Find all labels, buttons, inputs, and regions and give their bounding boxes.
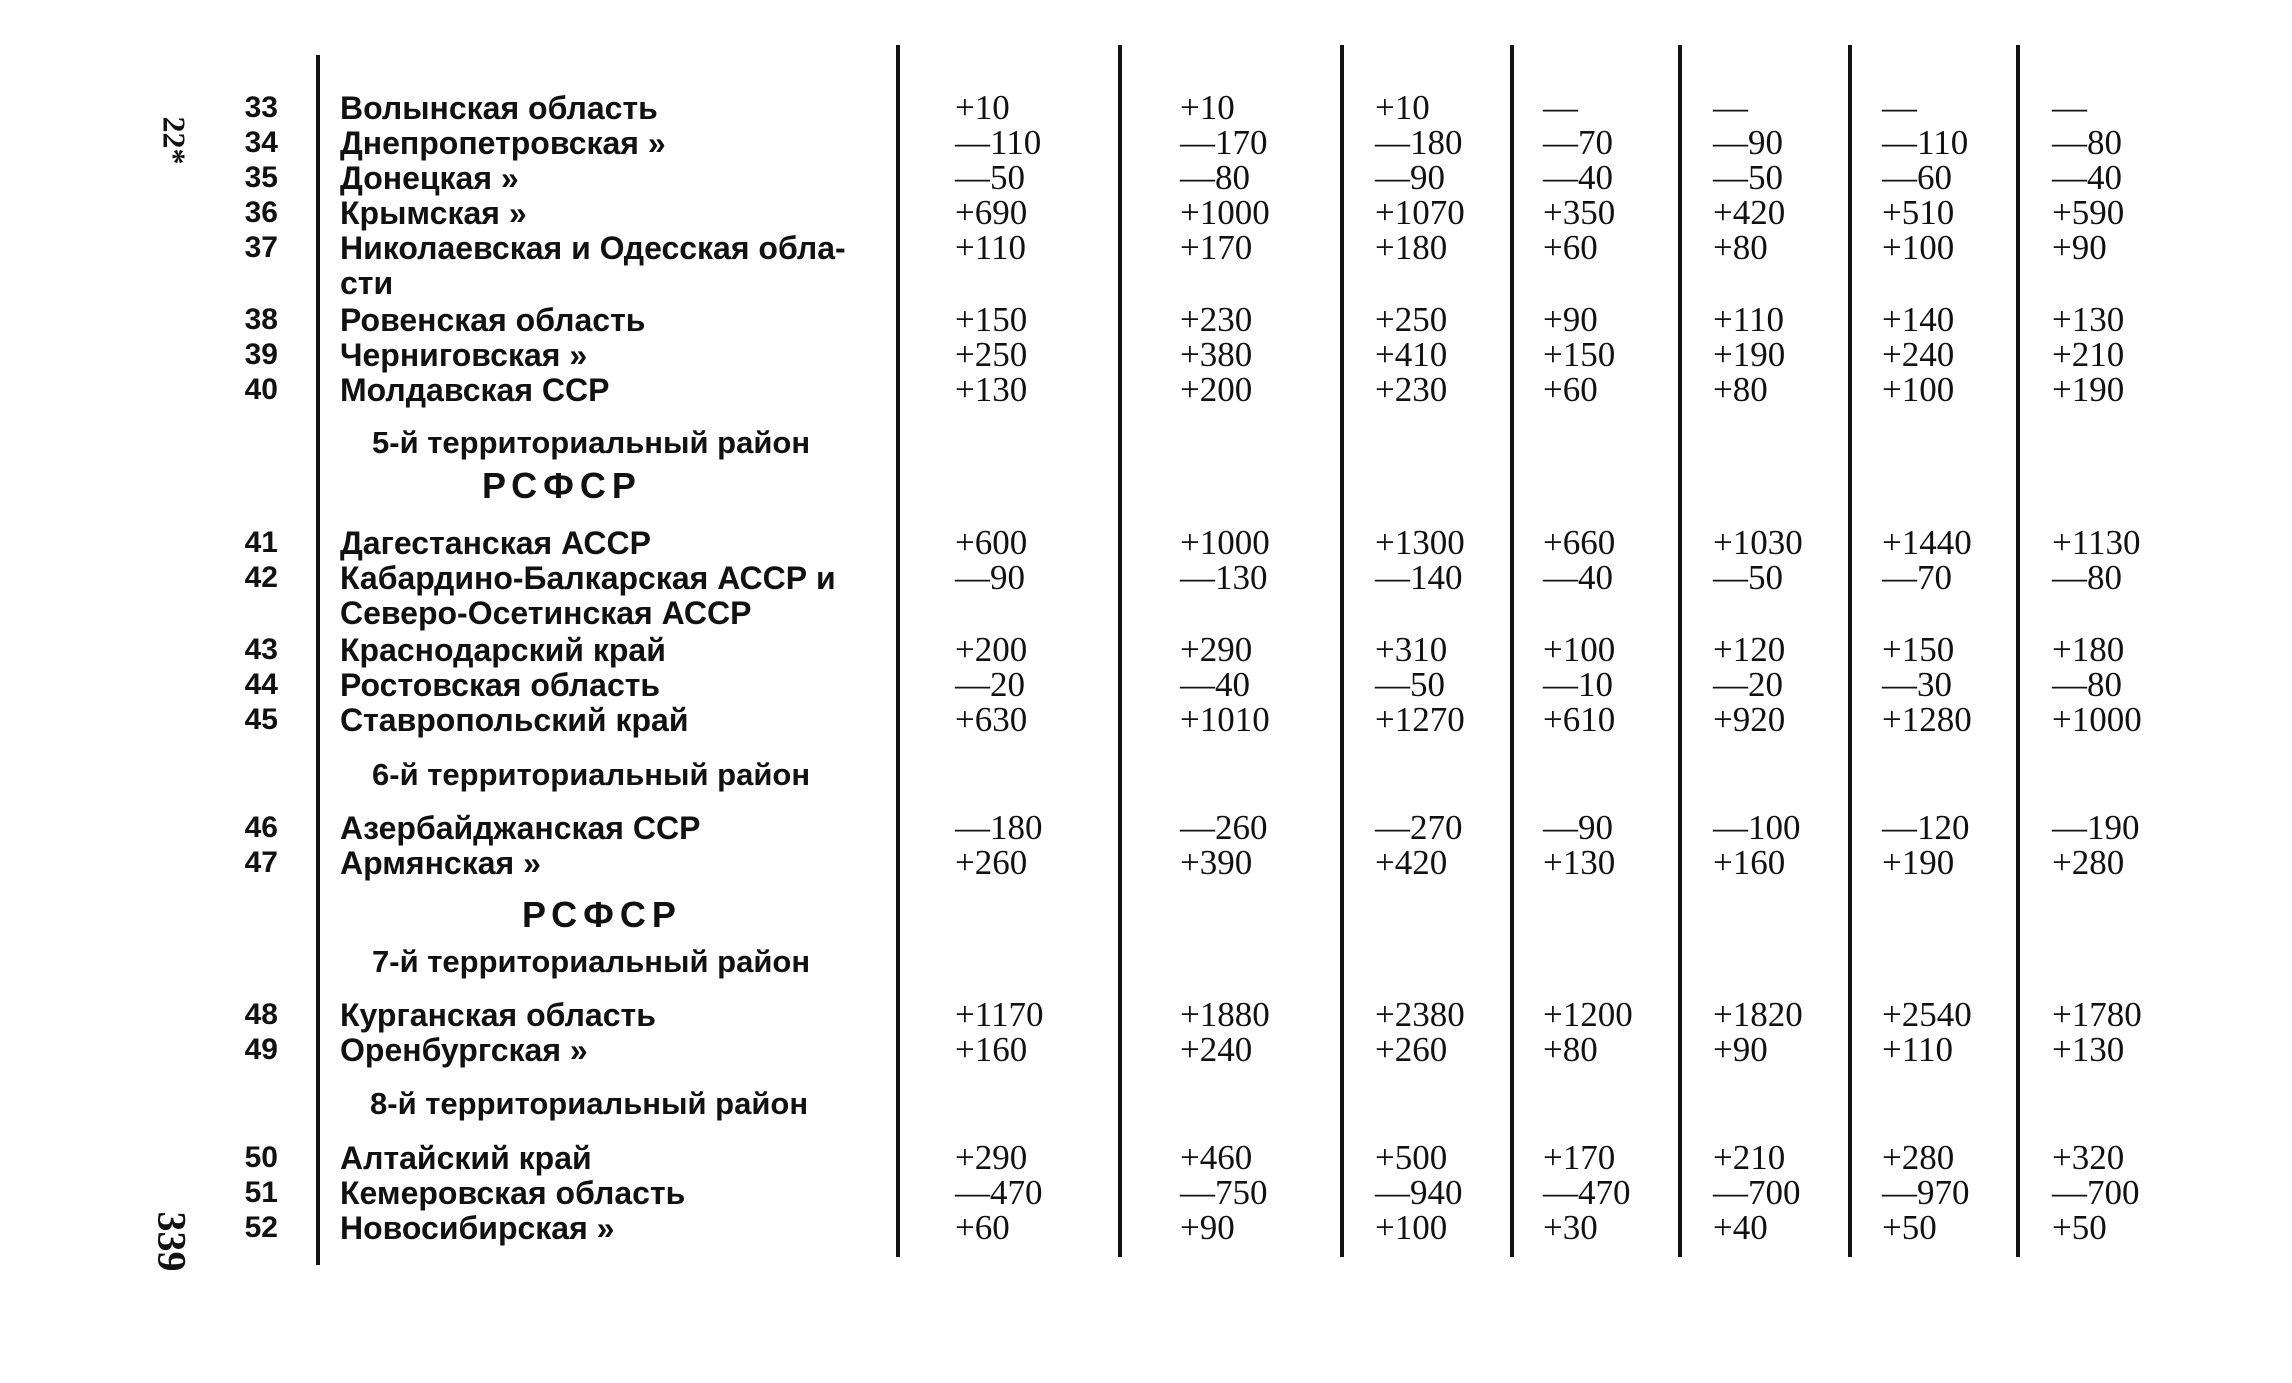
row-number: 52 xyxy=(244,1211,278,1244)
value-cell: +140 xyxy=(1882,300,1955,339)
value-cell: +90 xyxy=(2052,228,2107,267)
value-cell: +920 xyxy=(1713,700,1786,739)
value-cell: +230 xyxy=(1180,300,1253,339)
value-cell: +290 xyxy=(955,1138,1028,1177)
table-row xyxy=(0,1210,2292,1246)
value-cell: — xyxy=(1882,88,1917,127)
row-number: 35 xyxy=(244,161,278,194)
table-row-continuation xyxy=(0,265,2292,301)
region-name: Оренбургская » xyxy=(340,1032,588,1068)
value-cell: +1000 xyxy=(2052,700,2142,739)
value-cell: —750 xyxy=(1180,1173,1268,1212)
value-cell: —40 xyxy=(2052,158,2122,197)
value-cell: —80 xyxy=(2052,558,2122,597)
value-cell: +1000 xyxy=(1180,193,1270,232)
value-cell: +190 xyxy=(1882,843,1955,882)
value-cell: +420 xyxy=(1713,193,1786,232)
value-cell: +100 xyxy=(1882,370,1955,409)
value-cell: +190 xyxy=(2052,370,2125,409)
value-cell: +380 xyxy=(1180,335,1253,374)
row-number: 43 xyxy=(244,633,278,666)
value-cell: —50 xyxy=(1713,158,1783,197)
signature-mark: 22* xyxy=(156,116,193,165)
region-name: Азербайджанская ССР xyxy=(340,810,701,846)
table-row xyxy=(0,810,2292,846)
value-cell: +110 xyxy=(955,228,1026,267)
row-number: 50 xyxy=(244,1141,278,1174)
value-cell: +150 xyxy=(1543,335,1616,374)
value-cell: —140 xyxy=(1375,558,1463,597)
row-number: 42 xyxy=(244,561,278,594)
value-cell: —20 xyxy=(1713,665,1783,704)
value-cell: +690 xyxy=(955,193,1028,232)
value-cell: +130 xyxy=(1543,843,1616,882)
value-cell: +10 xyxy=(955,88,1010,127)
value-cell: —90 xyxy=(1713,123,1783,162)
value-cell: +190 xyxy=(1713,335,1786,374)
row-number: 40 xyxy=(244,373,278,406)
region-name: Курганская область xyxy=(340,997,656,1033)
value-cell: +2540 xyxy=(1882,995,1972,1034)
value-cell: +110 xyxy=(1882,1030,1953,1069)
value-cell: +1300 xyxy=(1375,523,1465,562)
value-cell: +100 xyxy=(1543,630,1616,669)
region-name: Молдавская ССР xyxy=(340,372,610,408)
row-number: 51 xyxy=(244,1176,278,1209)
row-number: 38 xyxy=(244,303,278,336)
value-cell: +1010 xyxy=(1180,700,1270,739)
value-cell: +1780 xyxy=(2052,995,2142,1034)
region-name: Алтайский край xyxy=(340,1140,592,1176)
value-cell: —110 xyxy=(1882,123,1969,162)
value-cell: —180 xyxy=(1375,123,1463,162)
value-cell: —470 xyxy=(955,1173,1043,1212)
table-row xyxy=(0,90,2292,126)
region-name: Крымская » xyxy=(340,195,527,231)
republic-heading: РСФСР xyxy=(522,894,682,935)
value-cell: +150 xyxy=(1882,630,1955,669)
value-cell: —700 xyxy=(1713,1173,1801,1212)
value-cell: +160 xyxy=(955,1030,1028,1069)
value-cell: +1440 xyxy=(1882,523,1972,562)
value-cell: +280 xyxy=(2052,843,2125,882)
row-number: 46 xyxy=(244,811,278,844)
value-cell: +10 xyxy=(1180,88,1235,127)
table-row xyxy=(0,997,2292,1033)
value-cell: — xyxy=(1713,88,1748,127)
value-cell: +30 xyxy=(1543,1208,1598,1247)
row-number: 44 xyxy=(244,668,278,701)
value-cell: +630 xyxy=(955,700,1028,739)
value-cell: —170 xyxy=(1180,123,1268,162)
value-cell: —110 xyxy=(955,123,1042,162)
value-cell: +460 xyxy=(1180,1138,1253,1177)
row-number: 47 xyxy=(244,846,278,879)
value-cell: —30 xyxy=(1882,665,1952,704)
table-row xyxy=(0,337,2292,373)
value-cell: —80 xyxy=(2052,123,2122,162)
value-cell: +10 xyxy=(1375,88,1430,127)
value-cell: —90 xyxy=(1375,158,1445,197)
value-cell: +120 xyxy=(1713,630,1786,669)
value-cell: +500 xyxy=(1375,1138,1448,1177)
value-cell: +1130 xyxy=(2052,523,2141,562)
region-name-continuation: сти xyxy=(340,265,394,301)
value-cell: +290 xyxy=(1180,630,1253,669)
value-cell: +350 xyxy=(1543,193,1616,232)
table-row xyxy=(0,302,2292,338)
value-cell: +130 xyxy=(2052,300,2125,339)
region-name-continuation: Северо-Осетинская АССР xyxy=(340,595,752,631)
table-row xyxy=(0,195,2292,231)
value-cell: +60 xyxy=(1543,370,1598,409)
value-cell: —270 xyxy=(1375,808,1463,847)
region-name: Кемеровская область xyxy=(340,1175,686,1211)
table-row xyxy=(0,560,2292,596)
value-cell: +160 xyxy=(1713,843,1786,882)
row-number: 34 xyxy=(244,126,278,159)
row-number: 49 xyxy=(244,1033,278,1066)
value-cell: +210 xyxy=(1713,1138,1786,1177)
value-cell: —10 xyxy=(1543,665,1613,704)
table-row xyxy=(0,160,2292,196)
value-cell: +170 xyxy=(1543,1138,1616,1177)
table-row xyxy=(0,667,2292,703)
table-row xyxy=(0,1140,2292,1176)
value-cell: +240 xyxy=(1180,1030,1253,1069)
value-cell: +390 xyxy=(1180,843,1253,882)
value-cell: +50 xyxy=(2052,1208,2107,1247)
value-cell: +90 xyxy=(1543,300,1598,339)
value-cell: —100 xyxy=(1713,808,1801,847)
value-cell: +150 xyxy=(955,300,1028,339)
value-cell: +200 xyxy=(955,630,1028,669)
value-cell: +250 xyxy=(955,335,1028,374)
value-cell: — xyxy=(2052,88,2087,127)
table-row xyxy=(0,372,2292,408)
value-cell: +610 xyxy=(1543,700,1616,739)
value-cell: +200 xyxy=(1180,370,1253,409)
region-name: Днепропетровская » xyxy=(340,125,666,161)
value-cell: +320 xyxy=(2052,1138,2125,1177)
value-cell: +130 xyxy=(955,370,1028,409)
value-cell: +260 xyxy=(955,843,1028,882)
row-number: 39 xyxy=(244,338,278,371)
value-cell: —40 xyxy=(1543,558,1613,597)
value-cell: +1270 xyxy=(1375,700,1465,739)
value-cell: —50 xyxy=(1375,665,1445,704)
value-cell: —700 xyxy=(2052,1173,2140,1212)
value-cell: +230 xyxy=(1375,370,1448,409)
page-number: 339 xyxy=(149,1211,195,1272)
section-heading: 7-й территориальный район xyxy=(372,944,811,979)
value-cell: —80 xyxy=(1180,158,1250,197)
value-cell: —50 xyxy=(1713,558,1783,597)
table-row xyxy=(0,845,2292,881)
value-cell: —940 xyxy=(1375,1173,1463,1212)
table-row xyxy=(0,230,2292,266)
region-name: Армянская » xyxy=(340,845,541,881)
value-cell: —60 xyxy=(1882,158,1952,197)
value-cell: —40 xyxy=(1180,665,1250,704)
value-cell: +180 xyxy=(1375,228,1448,267)
value-cell: +60 xyxy=(955,1208,1010,1247)
region-name: Волынская область xyxy=(340,90,658,126)
row-number: 41 xyxy=(244,526,278,559)
value-cell: +80 xyxy=(1713,370,1768,409)
value-cell: +2380 xyxy=(1375,995,1465,1034)
value-cell: +50 xyxy=(1882,1208,1937,1247)
value-cell: —90 xyxy=(955,558,1025,597)
value-cell: +420 xyxy=(1375,843,1448,882)
value-cell: +280 xyxy=(1882,1138,1955,1177)
row-number: 37 xyxy=(244,231,278,264)
region-name: Ставропольский край xyxy=(340,702,689,738)
value-cell: +110 xyxy=(1713,300,1784,339)
value-cell: +410 xyxy=(1375,335,1448,374)
value-cell: —20 xyxy=(955,665,1025,704)
region-name: Черниговская » xyxy=(340,337,588,373)
row-number: 36 xyxy=(244,196,278,229)
value-cell: +1200 xyxy=(1543,995,1633,1034)
value-cell: +100 xyxy=(1882,228,1955,267)
value-cell: +60 xyxy=(1543,228,1598,267)
value-cell: —180 xyxy=(955,808,1043,847)
value-cell: —90 xyxy=(1543,808,1613,847)
region-name: Новосибирская » xyxy=(340,1210,615,1246)
value-cell: +310 xyxy=(1375,630,1448,669)
value-cell: —260 xyxy=(1180,808,1268,847)
value-cell: +510 xyxy=(1882,193,1955,232)
value-cell: +240 xyxy=(1882,335,1955,374)
value-cell: +250 xyxy=(1375,300,1448,339)
table-row xyxy=(0,702,2292,738)
value-cell: +1820 xyxy=(1713,995,1803,1034)
section-heading: 8-й территориальный район xyxy=(370,1086,809,1121)
value-cell: +660 xyxy=(1543,523,1616,562)
value-cell: +40 xyxy=(1713,1208,1768,1247)
value-cell: +100 xyxy=(1375,1208,1448,1247)
value-cell: +1880 xyxy=(1180,995,1270,1034)
value-cell: +80 xyxy=(1713,228,1768,267)
value-cell: —190 xyxy=(2052,808,2140,847)
value-cell: +210 xyxy=(2052,335,2125,374)
value-cell: +1070 xyxy=(1375,193,1465,232)
value-cell: +80 xyxy=(1543,1030,1598,1069)
region-name: Кабардино-Балкарская АССР и xyxy=(340,560,836,596)
value-cell: +90 xyxy=(1713,1030,1768,1069)
value-cell: —970 xyxy=(1882,1173,1970,1212)
value-cell: +1170 xyxy=(955,995,1044,1034)
table-row xyxy=(0,125,2292,161)
value-cell: —130 xyxy=(1180,558,1268,597)
value-cell: —40 xyxy=(1543,158,1613,197)
value-cell: — xyxy=(1543,88,1578,127)
value-cell: +1000 xyxy=(1180,523,1270,562)
table-row xyxy=(0,1175,2292,1211)
region-name: Николаевская и Одесская обла- xyxy=(340,230,846,266)
section-heading: 6-й территориальный район xyxy=(372,757,811,792)
region-name: Ростовская область xyxy=(340,667,661,703)
region-name: Донецкая » xyxy=(340,160,519,196)
republic-heading: РСФСР xyxy=(482,465,642,506)
value-cell: +600 xyxy=(955,523,1028,562)
value-cell: +590 xyxy=(2052,193,2125,232)
region-name: Ровенская область xyxy=(340,302,646,338)
table-row-continuation xyxy=(0,595,2292,631)
value-cell: +180 xyxy=(2052,630,2125,669)
value-cell: —70 xyxy=(1543,123,1613,162)
table-row xyxy=(0,1032,2292,1068)
value-cell: —50 xyxy=(955,158,1025,197)
value-cell: —470 xyxy=(1543,1173,1631,1212)
value-cell: —120 xyxy=(1882,808,1970,847)
value-cell: +90 xyxy=(1180,1208,1235,1247)
table-row xyxy=(0,525,2292,561)
value-cell: +130 xyxy=(2052,1030,2125,1069)
value-cell: +170 xyxy=(1180,228,1253,267)
value-cell: —70 xyxy=(1882,558,1952,597)
section-heading: 5-й территориальный район xyxy=(372,425,811,460)
row-number: 45 xyxy=(244,703,278,736)
table-row xyxy=(0,632,2292,668)
value-cell: +1280 xyxy=(1882,700,1972,739)
value-cell: +1030 xyxy=(1713,523,1803,562)
value-cell: +260 xyxy=(1375,1030,1448,1069)
value-cell: —80 xyxy=(2052,665,2122,704)
region-name: Дагестанская АССР xyxy=(340,525,651,561)
row-number: 33 xyxy=(244,91,278,124)
row-number: 48 xyxy=(244,998,278,1031)
region-name: Краснодарский край xyxy=(340,632,666,668)
